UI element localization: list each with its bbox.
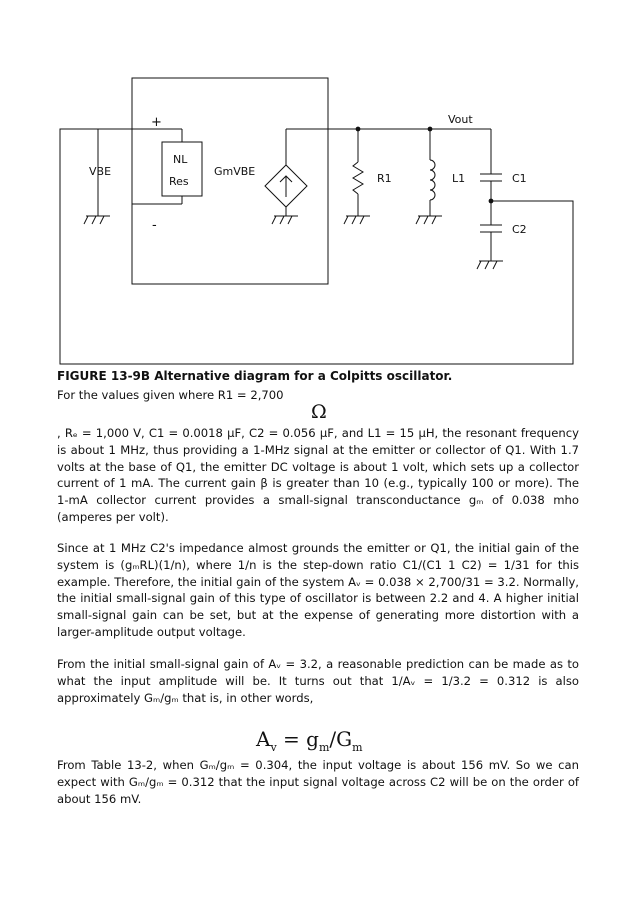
minus-label: - [152,218,157,233]
eq-lhs-sub: v [270,741,277,754]
ground-symbol-l1 [416,216,442,224]
r1-label: R1 [377,172,392,185]
junction-dot-r1 [356,127,361,132]
c1-label: C1 [512,172,527,185]
inductor-l1 [430,160,435,200]
eq-equals: = [276,727,307,751]
eq-den-sub: m [352,741,363,754]
ground-symbol-r1 [344,216,370,224]
paragraph-4: From Table 13-2, when Gₘ/gₘ = 0.304, the input voltage is about 156 mV. So we can expect with Gₘ/gₘ = 0.312 that the input signal voltage across C2 will be on the order of about 156 mV. [57,758,579,806]
omega-symbol: Ω [311,401,327,423]
paragraph-2: Since at 1 MHz C2's impedance almost grounds the emitter or Q1, the initial gain of the system is (gₘRL)(1/n), where 1/n is the step-down ratio C1/(C1 1 C2) = 1/31 for this example. Therefore, the initial gain of the system Aᵥ = 0.038 × 2,700/31 = 3.2. Normally, the initial small-signal gain of this type of oscillator is between 2.2 and 4. A higher initial small-signal gain can be set, but at the expense of generating more distortion with a larger-amplitude output voltage. [57,541,579,639]
nl-label: NL [173,153,188,166]
l1-label: L1 [452,172,466,185]
gain-equation [256,727,363,754]
paragraph-1-body: , Rₑ = 1,000 V, C1 = 0.0018 μF, C2 = 0.056 μF, and L1 = 15 μH, the resonant frequency is about 1 MHz, thus providing a 1-MHz signal at the emitter or collector of Q1. With 1.7 volts at the base of Q1, the emitter DC voltage is about 1 volt, which sets up a collector current of 1 mA. The current gain β is greater than 10 (e.g., typically 100 or more). The 1-mA collector current provides a small-signal transconductance gₘ of 0.038 mho (amperes per volt). [57,426,579,524]
c2-label: C2 [512,223,527,236]
eq-slash: / [329,727,337,751]
capacitor-c1 [480,174,502,181]
vbe-label: VBE [89,165,112,178]
transistor-model-box [132,78,328,284]
paragraph-1-lead: For the values given where R1 = 2,700 [57,388,284,402]
ground-symbol-c2 [477,261,503,269]
ground-symbol-vbe [84,216,110,224]
figure-caption: FIGURE 13-9B Alternative diagram for a Colpitts oscillator. [57,369,453,383]
resistor-r1 [353,162,363,194]
ground-symbol-source [272,216,298,224]
capacitor-c2 [480,225,502,232]
vout-label: Vout [448,113,473,126]
junction-dot-c2 [489,199,494,204]
feedback-loop-wire [60,129,573,364]
eq-num: g [306,727,319,751]
gmvbe-label: GmVBE [214,165,256,178]
paragraph-3: From the initial small-signal gain of Aᵥ = 3.2, a reasonable prediction can be made as to what the input amplitude will be. It turns out that 1/Aᵥ = 1/3.2 = 0.312 is also approximately Gₘ/gₘ that is, in other words, [57,657,579,705]
colpitts-circuit-diagram [0,0,637,370]
eq-num-sub: m [318,741,330,754]
junction-dot-l1 [428,127,433,132]
eq-lhs: A [256,727,271,751]
plus-label: + [151,115,162,130]
eq-den: G [336,727,353,751]
res-label: Res [169,175,189,188]
